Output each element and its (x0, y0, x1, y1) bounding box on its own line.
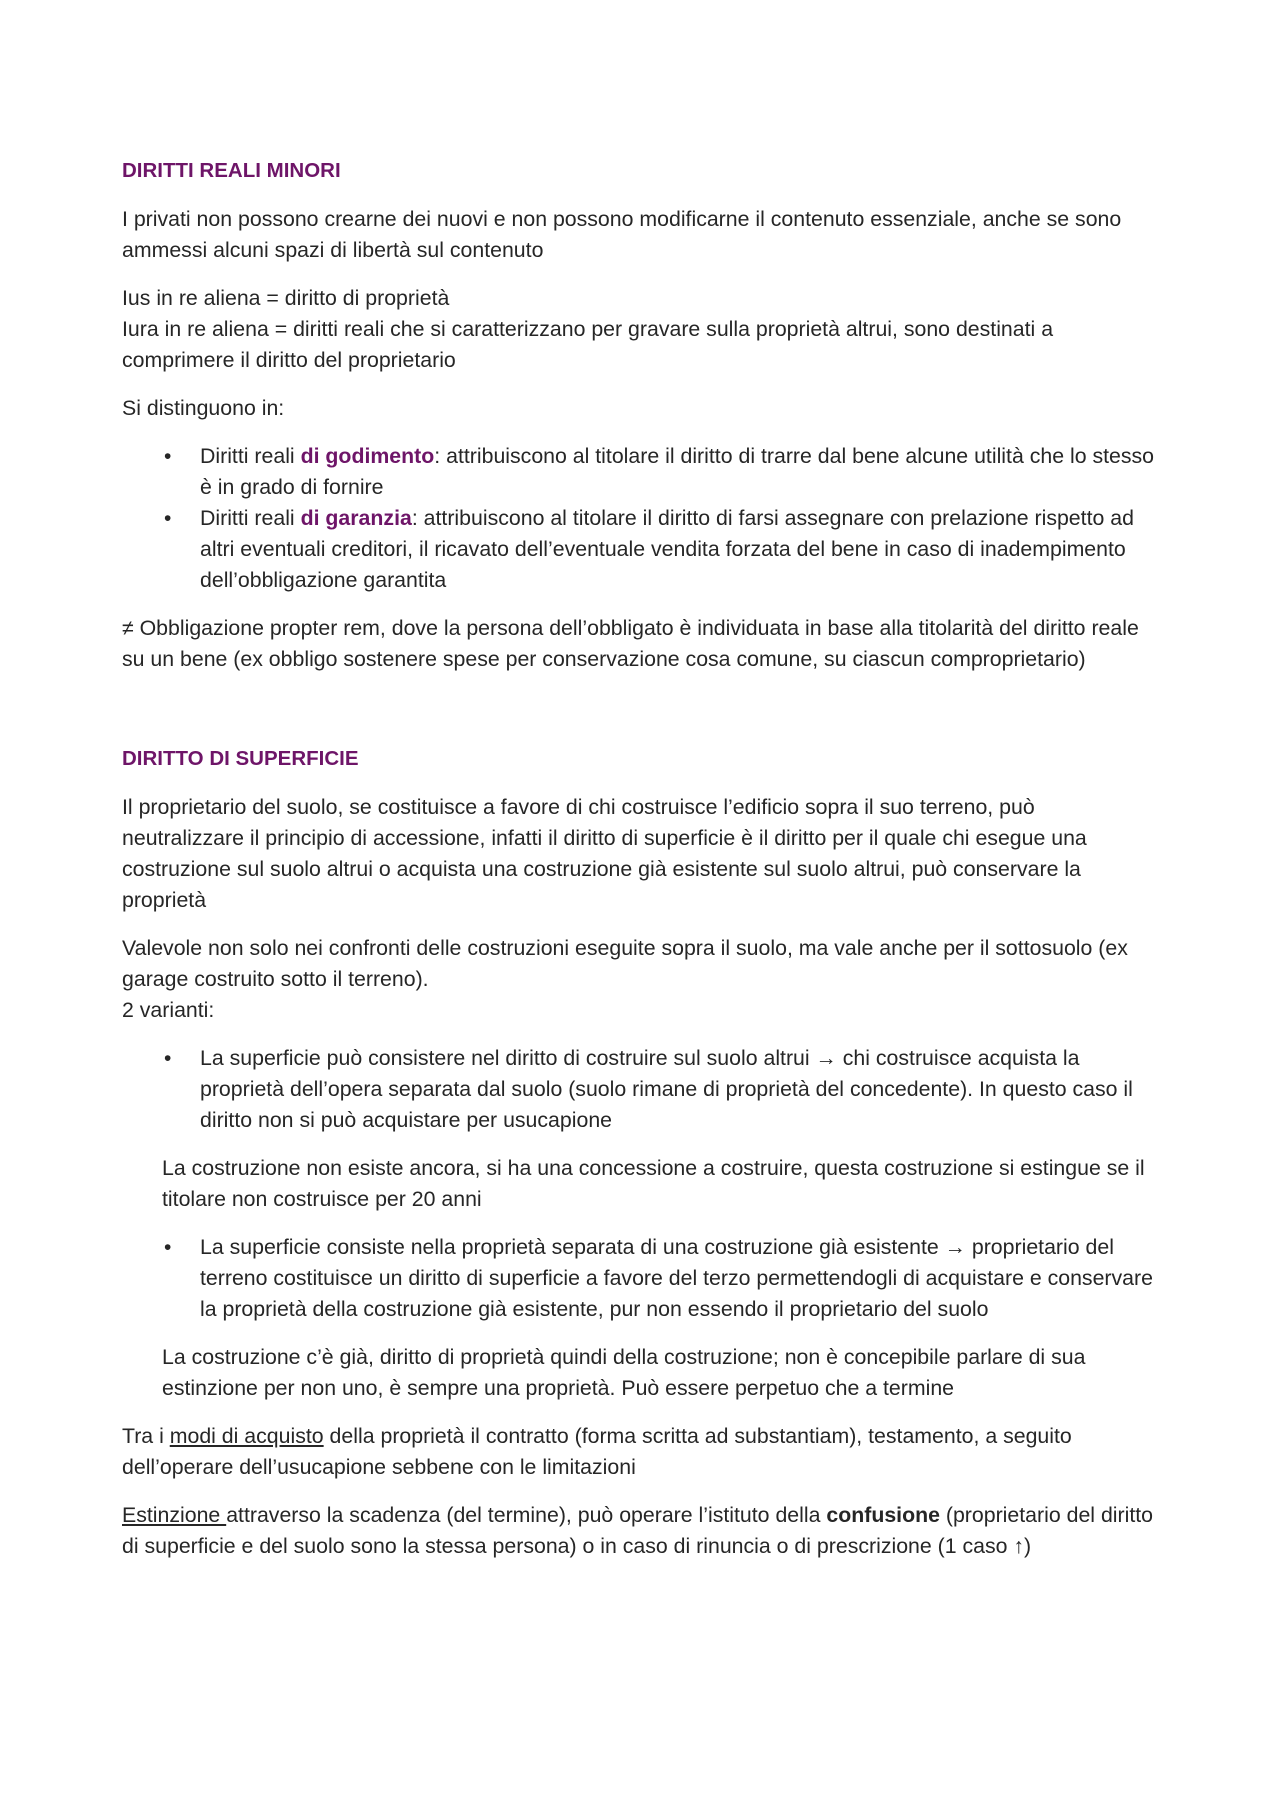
paragraph: Si distinguono in: (122, 396, 285, 420)
highlight-term: di godimento (300, 444, 435, 468)
bold-term: confusione (826, 1503, 940, 1527)
underlined-term: Estinzione (122, 1503, 227, 1527)
text: La superficie può consistere nel diritto di costruire sul suolo altrui → chi costruisce acquista la proprietà dell’opera separata dal suolo (suolo rimane di proprietà del concedente). In questo caso il diritto non si può acquistare per usucapione (200, 1046, 1133, 1132)
section-spacer (122, 692, 1162, 744)
paragraph-varianti (122, 933, 1162, 1026)
underlined-term: modi di acquisto (169, 1424, 324, 1448)
list-item (164, 1043, 1162, 1136)
list-item (164, 1232, 1162, 1325)
highlight-term: di garanzia (300, 506, 412, 530)
indented-note: La costruzione non esiste ancora, si ha una concessione a costruire, questa costruzione si estingue se il titolare non costruisce per 20 anni (162, 1156, 1145, 1211)
text-line: 2 varianti: (122, 998, 215, 1022)
text: attraverso la scadenza (del termine), può operare l’istituto della (226, 1503, 827, 1527)
text: La superficie consiste nella proprietà separata di una costruzione già esistente → proprietario del terreno costituisce un diritto di superficie a favore del terzo permettendogli di acquistare e conservare la proprietà della costruzione già esistente, pur non essendo il proprietario del suolo (200, 1235, 1153, 1321)
paragraph-ius-iura (122, 283, 1162, 376)
paragraph-estinzione (122, 1500, 1162, 1562)
document-body (122, 156, 1162, 1562)
text: : attribuiscono al titolare il diritto di farsi assegnare con prelazione rispetto ad altri eventuali creditori, il ricavato dell’eventuale vendita forzata del bene in caso di inadempimento dell’obbligazione garantita (200, 506, 1134, 592)
bullet-icon: • (164, 445, 172, 468)
bullet-list-types (122, 441, 1162, 596)
section-heading-diritti-reali-minori: DIRITTI REALI MINORI (122, 159, 341, 182)
bullet-icon: • (164, 1047, 172, 1070)
text: Diritti reali (200, 444, 301, 468)
list-item (164, 503, 1162, 596)
section-heading-diritto-di-superficie: DIRITTO DI SUPERFICIE (122, 747, 359, 770)
bullet-list-variant-2 (122, 1232, 1162, 1325)
bullet-list-variant-1 (122, 1043, 1162, 1136)
bullet-icon: • (164, 507, 172, 530)
indented-note: La costruzione c’è già, diritto di proprietà quindi della costruzione; non è concepibile parlare di sua estinzione per non uno, è sempre una proprietà. Può essere perpetuo che a termine (162, 1345, 1086, 1400)
text-line: Ius in re aliena = diritto di proprietà (122, 286, 450, 310)
paragraph: ≠ Obbligazione propter rem, dove la persona dell’obbligato è individuata in base alla titolarità del diritto reale su un bene (ex obbligo sostenere spese per conservazione cosa comune, su ciascun comproprietario) (122, 616, 1139, 671)
paragraph: I privati non possono crearne dei nuovi e non possono modificarne il contenuto essenziale, anche se sono ammessi alcuni spazi di libertà sul contenuto (122, 207, 1122, 262)
text: : attribuiscono al titolare il diritto di trarre dal bene alcune utilità che lo stesso è in grado di fornire (200, 444, 1155, 499)
text-line: Valevole non solo nei confronti delle costruzioni eseguite sopra il suolo, ma vale anche per il sottosuolo (ex garage costruito sotto il terreno). (122, 936, 1128, 991)
list-item (164, 441, 1162, 503)
paragraph: Il proprietario del suolo, se costituisce a favore di chi costruisce l’edificio sopra il suo terreno, può neutralizzare il principio di accessione, infatti il diritto di superficie è il diritto per il quale chi esegue una costruzione sul suolo altrui o acquista una costruzione già esistente sul suolo altrui, può conservare la proprietà (122, 795, 1087, 912)
text: Tra i (122, 1424, 170, 1448)
bullet-icon: • (164, 1236, 172, 1259)
text: della proprietà il contratto (forma scritta ad substantiam), testamento, a seguito dell’operare dell’usucapione sebbene con le limitazioni (122, 1424, 1072, 1479)
paragraph-modi-di-acquisto (122, 1421, 1162, 1483)
text: Diritti reali (200, 506, 301, 530)
text-line: Iura in re aliena = diritti reali che si caratterizzano per gravare sulla proprietà altrui, sono destinati a comprimere il diritto del proprietario (122, 317, 1054, 372)
text: (proprietario del diritto di superficie e del suolo sono la stessa persona) o in caso di rinuncia o di prescrizione (1 caso ↑) (122, 1503, 1154, 1558)
